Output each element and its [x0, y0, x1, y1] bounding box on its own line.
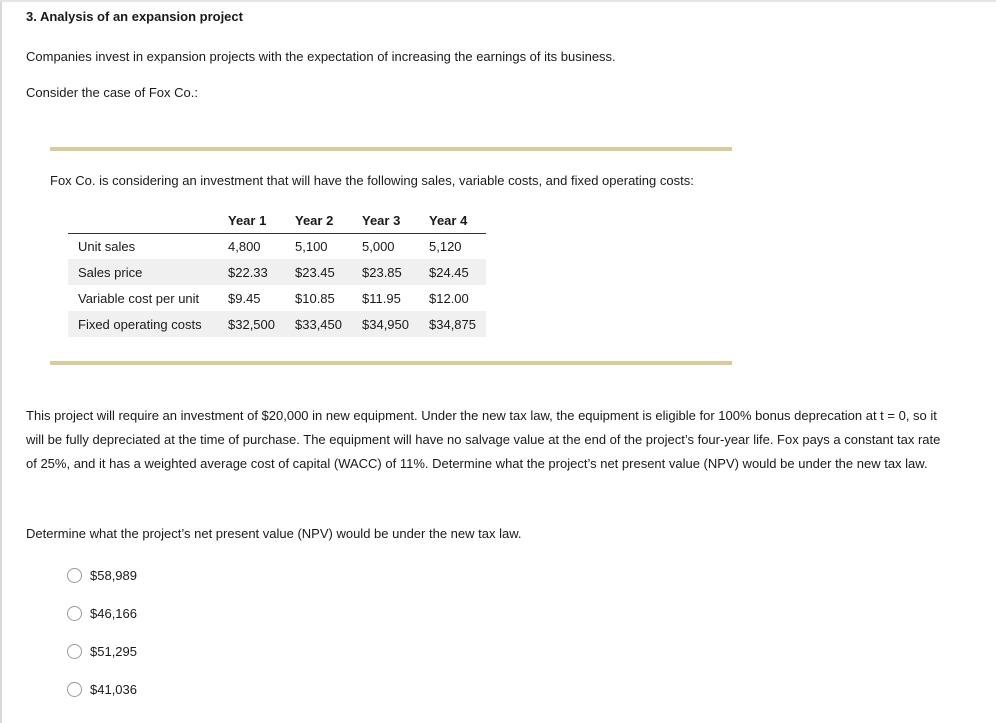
table-header-row	[68, 209, 486, 233]
radio-button-icon[interactable]	[67, 568, 82, 583]
table-cell: $24.45	[419, 259, 486, 285]
radio-button-icon[interactable]	[67, 682, 82, 697]
row-label: Unit sales	[78, 238, 136, 254]
table-cell: $22.33	[218, 259, 285, 285]
table-row-unit-sales	[68, 233, 486, 259]
table-row-sales-price	[68, 259, 486, 285]
question-prompt: Determine what the project’s net present value (NPV) would be under the new tax law.	[26, 526, 522, 541]
table-cell: $10.85	[295, 290, 335, 306]
row-label: Variable cost per unit	[78, 290, 200, 306]
question-title: 3. Analysis of an expansion project	[26, 9, 243, 24]
table-cell: 5,000	[362, 238, 395, 254]
table-cell: $23.45	[285, 259, 352, 285]
option-label: $58,989	[90, 568, 137, 583]
table-cell: $11.95	[362, 290, 401, 306]
row-label: Sales price	[68, 259, 218, 285]
option-label: $51,295	[90, 644, 137, 659]
answer-option-3[interactable]	[67, 644, 137, 659]
table-cell: 4,800	[228, 238, 261, 254]
header-year-3: Year 3	[352, 209, 419, 233]
option-label: $46,166	[90, 606, 137, 621]
answer-option-2[interactable]	[67, 606, 137, 621]
option-label: $41,036	[90, 682, 137, 697]
top-divider	[50, 147, 732, 151]
table-cell: $32,500	[218, 311, 285, 337]
left-border	[0, 0, 2, 723]
cost-table	[68, 209, 486, 337]
table-cell: $33,450	[285, 311, 352, 337]
table-cell: 5,120	[429, 238, 462, 254]
header-year-4: Year 4	[419, 209, 486, 233]
table-cell: $34,950	[352, 311, 419, 337]
table-cell: $9.45	[228, 290, 261, 306]
top-border	[0, 0, 996, 2]
bottom-divider	[50, 361, 732, 365]
table-corner	[68, 209, 218, 233]
radio-button-icon[interactable]	[67, 606, 82, 621]
consider-text: Consider the case of Fox Co.:	[26, 85, 198, 100]
answer-option-1[interactable]	[67, 568, 137, 583]
table-row-fixed-costs	[68, 311, 486, 337]
intro-text: Companies invest in expansion projects with the expectation of increasing the earnings of its business.	[26, 49, 616, 64]
table-cell: $34,875	[419, 311, 486, 337]
fox-description: Fox Co. is considering an investment that will have the following sales, variable costs, and fixed operating costs:	[50, 173, 694, 188]
row-label: Fixed operating costs	[68, 311, 218, 337]
table-cell: $12.00	[429, 290, 469, 306]
answer-option-4[interactable]	[67, 682, 137, 697]
radio-button-icon[interactable]	[67, 644, 82, 659]
header-year-2: Year 2	[285, 209, 352, 233]
header-year-1: Year 1	[218, 209, 285, 233]
table-cell: $23.85	[352, 259, 419, 285]
table-row-variable-cost	[68, 285, 486, 311]
table-cell: 5,100	[295, 238, 328, 254]
project-description: This project will require an investment of $20,000 in new equipment. Under the new tax law, the equipment is eligible for 100% bonus deprecation at t = 0, so it will be fully depreciated at the time of purchase. The equipment will have no salvage value at the end of the project’s four-year life. Fox pays a constant tax rate of 25%, and it has a weighted average cost of capital (WACC) of 11%. Determine what the project’s net present value (NPV) would be under the new tax law.	[26, 408, 941, 471]
